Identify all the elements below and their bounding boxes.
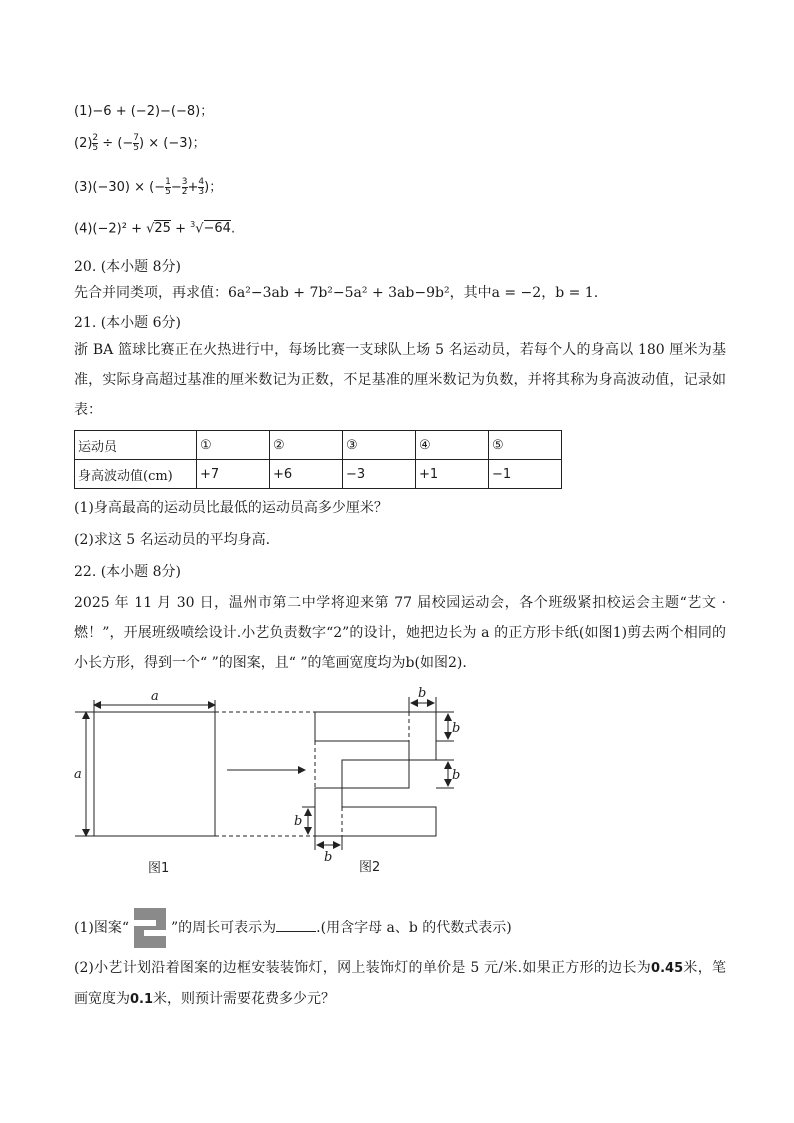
fraction: $\frac{2}{5}$ — [92, 133, 99, 153]
q20-header: 20. (本小题 8分) — [74, 259, 181, 275]
dim-label-b-left: b — [294, 814, 303, 829]
caption-figure1: 图1 — [148, 861, 170, 876]
fraction: $\frac{3}{2}$ — [181, 177, 188, 197]
q19-part4: (4)(−2)² + √25 + $^3$√−64. — [74, 220, 236, 237]
q19-part3: (3)(−30) × (− $\frac{1}{5}$ − $\frac{3}{2}$ + $\frac{4}{3}$ )； — [74, 177, 223, 197]
caption-figure2: 图2 — [359, 860, 381, 875]
fraction: $\frac{1}{5}$ — [165, 177, 171, 197]
table-cell: +7 — [197, 460, 270, 489]
table-cell: 身高波动值(cm) — [75, 460, 197, 489]
q22-part2: (2)小艺计划沿着图案的边框安装装饰灯，网上装饰灯的单价是 5 元/米.如果正方形的边长为0.45米，笔画宽度为0.1米，则预计需要花费多少元？ — [74, 960, 726, 1007]
table-cell: ② — [270, 431, 343, 460]
fraction: $\frac{4}{3}$ — [198, 177, 205, 197]
dim-label-b-right2: b — [452, 768, 461, 783]
table-cell: −1 — [489, 460, 562, 489]
q22-text: 2025 年 11 月 30 日，温州市第二中学将迎来第 77 届校园运动会，各个班级紧扣校运会主题“艺文 · 燃！”，开展班级喷绘设计.小艺负责数字“2”的设计，她把边长为 a 的正方形卡纸(如图1)剪去两个相同的小长方形，得到一个“ ”的图案，且“ ”的笔画宽度均为b(如图2). — [74, 595, 726, 671]
table-cell: +6 — [270, 460, 343, 489]
dim-label-a-top: a — [151, 689, 159, 704]
table-row — [75, 460, 562, 489]
answer-blank[interactable] — [276, 917, 316, 932]
table-cell: +1 — [416, 460, 489, 489]
q22-part1: (1)图案“ ”的周长可表示为 .(用含字母 a、b 的代数式表示) — [74, 906, 512, 950]
square-figure1 — [94, 712, 215, 836]
q21-part1: (1)身高最高的运动员比最低的运动员高多少厘米？ — [74, 500, 388, 516]
q21-part2: (2)求这 5 名运动员的平均身高. — [74, 532, 271, 548]
sqrt-sign: √ — [146, 221, 155, 237]
table-cell: −3 — [343, 460, 416, 489]
dim-label-b-top: b — [418, 686, 427, 701]
q19-part1: (1)−6 + (−2)−(−8)； — [74, 104, 214, 119]
q21-text: 浙 BA 篮球比赛正在火热进行中，每场比赛一支球队上场 5 名运动员，若每个人的身高以 180 厘米为基准，实际身高超过基准的厘米数记为正数，不足基准的厘米数记为负数，并将其称为身高波动值，记录如表： — [74, 342, 726, 418]
table-cell: ③ — [343, 431, 416, 460]
dim-label-b-right1: b — [452, 721, 461, 736]
q21-header: 21. (本小题 6分) — [74, 315, 181, 331]
height-table — [74, 430, 562, 489]
q19-part2: (2) $\frac{2}{5}$ ÷ (− $\frac{7}{5}$ ) × (−3)； — [74, 133, 206, 153]
table-cell: ④ — [416, 431, 489, 460]
two-pattern-icon — [132, 906, 168, 950]
dim-label-a-left: a — [74, 767, 82, 782]
table-row — [75, 431, 562, 460]
dim-label-b-bottom: b — [324, 850, 333, 865]
fraction: $\frac{7}{5}$ — [133, 133, 140, 153]
q20-text: 先合并同类项，再求值：6a²−3ab + 7b²−5a² + 3ab−9b²，其中a = −2，b = 1. — [74, 285, 599, 301]
root-index: 3 — [190, 220, 196, 229]
two-shape — [315, 712, 436, 836]
table-cell: ⑤ — [489, 431, 562, 460]
cbrt-sign: √ — [195, 221, 204, 237]
figure-square-and-two — [70, 685, 490, 880]
table-cell: 运动员 — [75, 431, 197, 460]
q22-header: 22. (本小题 8分) — [74, 564, 181, 580]
table-cell: ① — [197, 431, 270, 460]
